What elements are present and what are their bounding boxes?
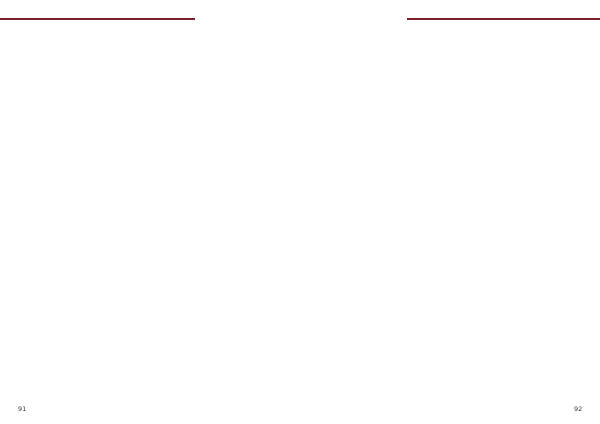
header-rule [0,18,195,20]
page-number: 91 [18,405,27,413]
header-rule [407,18,600,20]
page-number: 92 [574,405,583,413]
right-page [300,0,600,424]
